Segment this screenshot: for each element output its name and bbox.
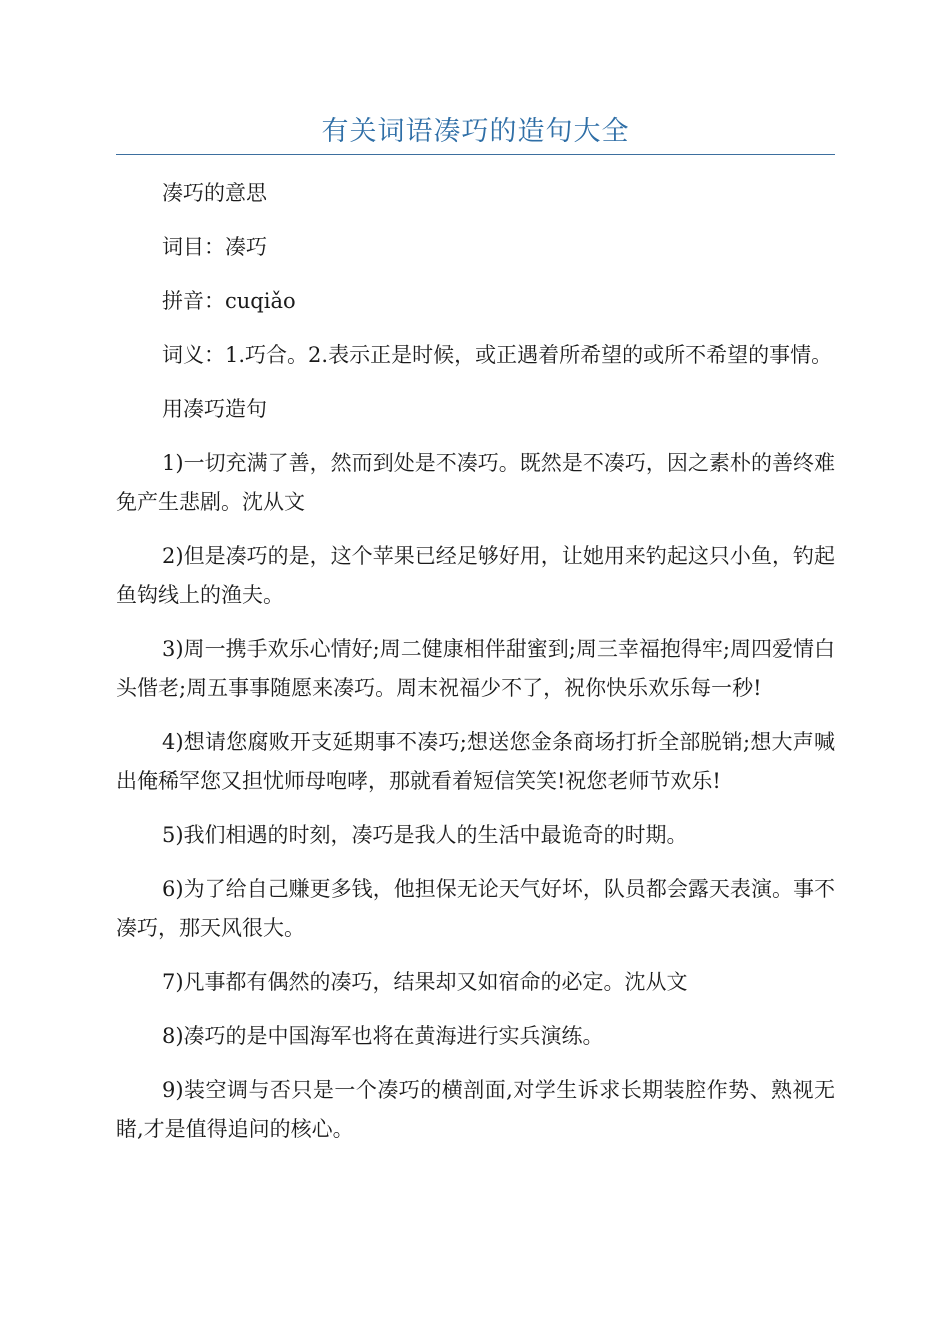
paragraph-word: 词目：凑巧: [162, 235, 267, 259]
sentence-2: 2)但是凑巧的是，这个苹果已经足够好用，让她用来钓起这只小鱼，钓起鱼钩线上的渔夫。: [116, 544, 835, 607]
paragraph-heading-meaning: 凑巧的意思: [162, 181, 267, 205]
sentence-8: 8)凑巧的是中国海军也将在黄海进行实兵演练。: [162, 1024, 604, 1048]
paragraph-heading-sentences: 用凑巧造句: [162, 397, 267, 421]
sentence-7: 7)凡事都有偶然的凑巧，结果却又如宿命的必定。沈从文: [162, 970, 688, 994]
sentence-4: 4)想请您腐败开支延期事不凑巧;想送您金条商场打折全部脱销;想大声喊出俺稀罕您又担忧师母咆哮，那就看着短信笑笑!祝您老师节欢乐!: [116, 730, 835, 793]
title-underline: [116, 154, 835, 155]
document-title: 有关词语凑巧的造句大全: [321, 116, 630, 147]
sentence-1: 1)一切充满了善，然而到处是不凑巧。既然是不凑巧，因之素朴的善终难免产生悲剧。沈从文: [116, 451, 835, 514]
paragraph-pinyin: 拼音：cuqiǎo: [162, 289, 296, 313]
sentence-6: 6)为了给自己赚更多钱，他担保无论天气好坏，队员都会露天表演。事不凑巧，那天风很大。: [116, 877, 835, 940]
sentence-3: 3)周一携手欢乐心情好;周二健康相伴甜蜜到;周三幸福抱得牢;周四爱情白头偕老;周五事事随愿来凑巧。周末祝福少不了，祝你快乐欢乐每一秒!: [116, 637, 835, 700]
sentence-5: 5)我们相遇的时刻，凑巧是我人的生活中最诡奇的时期。: [162, 823, 688, 847]
paragraph-definition: 词义：1.巧合。2.表示正是时候，或正遇着所希望的或所不希望的事情。: [162, 343, 833, 367]
document-body: [116, 174, 835, 1164]
sentence-9: 9)装空调与否只是一个凑巧的横剖面,对学生诉求长期装腔作势、熟视无睹,才是值得追问的核心。: [116, 1078, 835, 1141]
